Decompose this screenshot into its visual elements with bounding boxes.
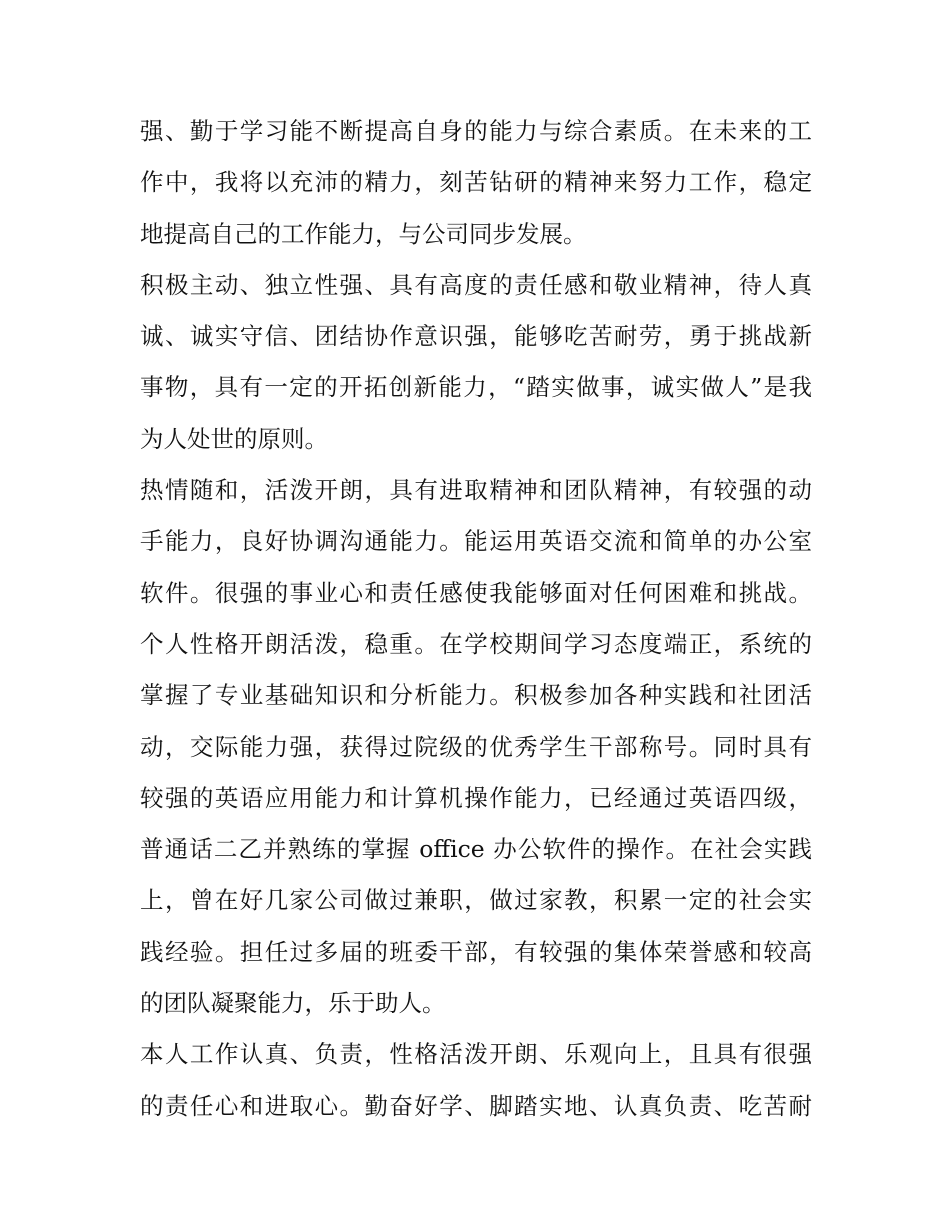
text-line: 的团队凝聚能力，乐于助人。 <box>140 989 446 1018</box>
text-line: 作中，我将以充沛的精力，刻苦钻研的精神来努力工作，稳定 <box>140 168 812 197</box>
text-line: 诚、诚实守信、团结协作意识强，能够吃苦耐劳，勇于挑战新 <box>140 322 812 351</box>
text-line: 践经验。担任过多届的班委干部，有较强的集体荣誉感和较高 <box>140 937 812 966</box>
text-line: 手能力，良好协调沟通能力。能运用英语交流和简单的办公室 <box>140 527 812 556</box>
text-line: 为人处世的原则。 <box>140 424 328 453</box>
text-line: 地提高自己的工作能力，与公司同步发展。 <box>140 219 587 248</box>
text-line: 普通话二乙并熟练的掌握 office 办公软件的操作。在社会实践 <box>140 835 812 864</box>
text-line: 强、勤于学习能不断提高自身的能力与综合素质。在未来的工 <box>140 117 812 145</box>
text-line: 本人工作认真、负责，性格活泼开朗、乐观向上，且具有很强 <box>140 1040 812 1069</box>
text-line: 的责任心和进取心。勤奋好学、脚踏实地、认真负责、吃苦耐 <box>140 1091 812 1120</box>
text-line: 热情随和，活泼开朗，具有进取精神和团队精神，有较强的动 <box>140 476 812 505</box>
text-line: 上，曾在好几家公司做过兼职，做过家教，积累一定的社会实 <box>140 886 812 915</box>
document-body <box>140 106 812 1132</box>
text-line: 掌握了专业基础知识和分析能力。积极参加各种实践和社团活 <box>140 681 812 710</box>
text-line: 事物，具有一定的开拓创新能力，“踏实做事，诚实做人”是我 <box>140 373 812 402</box>
text-line: 动，交际能力强，获得过院级的优秀学生干部称号。同时具有 <box>140 732 812 761</box>
text-line: 积极主动、独立性强、具有高度的责任感和敬业精神，待人真 <box>140 270 812 299</box>
text-line: 个人性格开朗活泼，稳重。在学校期间学习态度端正，系统的 <box>140 629 812 658</box>
text-line: 较强的英语应用能力和计算机操作能力，已经通过英语四级， <box>140 783 812 812</box>
text-line: 软件。很强的事业心和责任感使我能够面对任何困难和挑战。 <box>140 578 812 607</box>
